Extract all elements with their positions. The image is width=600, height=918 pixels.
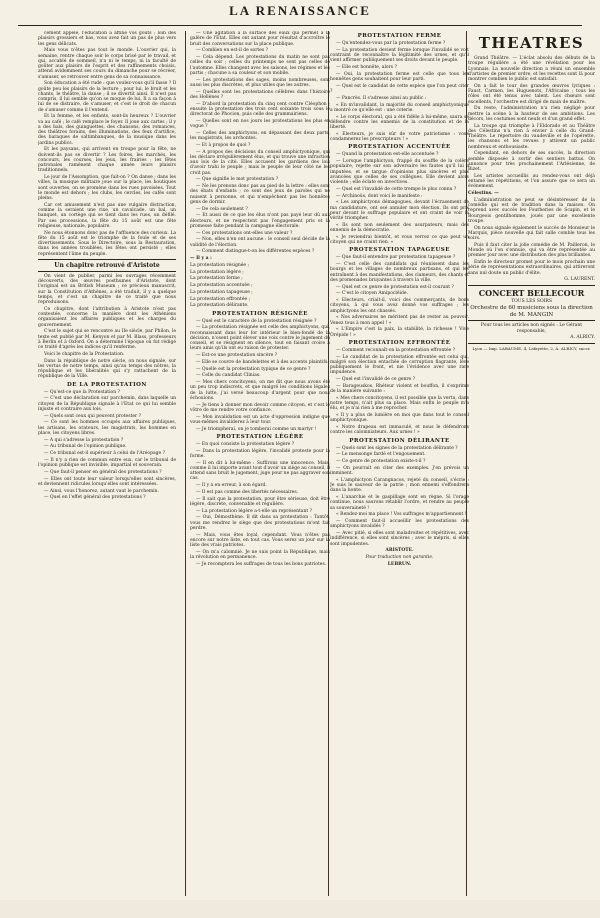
paragraph: « Les amphictyons démagogues, devant l'écrasement de ma candidature, ont osé annuler mon élection. Ils ont pris peur devant le suffrage populaire et ont craint de voir la vérité triompher.	[330, 200, 469, 221]
qa-line: — Elles ont toute leur valeur lorsqu'elles sont sincères, et deviennent ridicules lorsqu'elles sont intéressées.	[38, 476, 176, 487]
paragraph: « Nos adversaires ne méritent pas de rester au pouvoir. Venez tous à mon appel ! »	[330, 315, 469, 326]
paragraph: Cependant, en dehors de ses succès, la direction semble disposée à sortir des sentiers battus. On annonce pour très prochainement l'Arlésienne, de Bizet.	[468, 151, 595, 172]
subsection-heading: Célestins. —	[468, 191, 499, 196]
question: — En quoi consiste la protestation légère ?	[196, 441, 295, 447]
paragraph: — Ne les prenons donc pas au pied de la lettre : elles sont des ébats d'enfants ; ce sont des jeux de paroles qui ne nuisent à personne, et qui n'empêchent pas les honnêtes gens de dormir.	[190, 184, 330, 205]
paragraph: On vient de publier, parmi les ouvrages récemment découverts, des œuvres posthumes d'Aristote, dont l'original est au British Museum ; ce précieux manuscrit, sur la Constitution d'Athènes, a été traduit, il y a quelque temps, et c'est un chapitre de ce traité que nous reproduisons.	[38, 273, 176, 305]
paragraph: — On pourrait en citer des exemples. J'en prévois un imminent.	[330, 465, 469, 476]
question: — Quel est le caractère de la protestation résignée ?	[196, 318, 317, 324]
question: — Quelle est la protestation typique de ce genre ?	[196, 366, 311, 372]
theatres-title: THEATRES	[478, 34, 585, 52]
section-rule	[468, 343, 595, 344]
question: — Ces protestations ont-elles une valeur ?	[196, 230, 293, 236]
column-rule-1	[185, 31, 186, 896]
question: — Quel est le candidat de cette espèce que l'on peut citer ?	[330, 83, 469, 94]
question: — Quelles sont en nos jours les protestations les plus en vogue ?	[190, 118, 330, 129]
qa-line: — A qui s'adresse la protestation ?	[44, 437, 124, 443]
qa-line: — Ainsi, vous l'honorez, autant vaut le parchemin.	[44, 488, 159, 494]
paragraph: — Il sait que la protestation, pour être sérieuse, doit être légère, discrète, convenable et régulière.	[190, 496, 330, 507]
question: — Quels sont les signes de la protestation délirante ?	[336, 445, 458, 451]
question: — Elle est honnête, alors ?	[336, 65, 397, 70]
paragraph: C'est le sujet qui se rencontre au IIe siècle, par Philon, le texte est publié par M. Kenyon et par M. Blass, professeurs à Berlin et à Oxford. On a déterminé l'époque où fut rédigé ce traité d'après les indices qu'il renferme.	[38, 329, 176, 350]
paragraph: « Il y a plus de lumière en moi que dans tout le conseil amphictyonique.	[330, 413, 469, 424]
list-item: La protestation ferme ;	[190, 276, 243, 282]
section-rule	[38, 259, 176, 260]
question: — Combien en est-il de sortes ?	[196, 48, 269, 54]
question: — Ce genre de protestation existe-t-il ?	[336, 459, 426, 464]
question: — Que signifie le mot protestation ?	[196, 177, 279, 183]
qa-line: — Au tribunal de l'opinion publique.	[44, 444, 127, 450]
paragraph: « Ils sont non seulement des usurpateurs, mais des ennemis de la démocratie.	[330, 222, 469, 233]
printer-footer: Lyon — Imp. LABAUME, 4, Lafayette, 2, A. ALRICY, succr.	[472, 345, 591, 351]
section-headline: PROTESTATION RÉSIGNÉE	[212, 310, 308, 317]
paragraph: Grand Théâtre. — L'éclat absolu des débuts de la troupe régulière a été une révélation pour les Lyonnais. La nouvelle direction a réuni un ensemble d'artistes de premier ordre, et les recettes sont là pour montrer combien le public est satisfait.	[468, 56, 595, 82]
paragraph: — Je recomptera les suffrages de tous les bons patriotes.	[196, 561, 327, 567]
paragraph: « Notre drapeau est immaculé, et nous le défendrons contre les calomniateurs. Aux urnes ! »	[330, 425, 469, 436]
paragraph: — Lorsque l'amphictyon, frappé du souffle de la colère populaire, rejette sur son adversaire les fautes qu'il lui a imputées, et se targue d'opinions plus sincères et plus avancées que celles de ses collègues. Elle devient alors violente ; elle éclate en invectives.	[330, 159, 469, 185]
paragraph: — Il y a en erreur, à son égard.	[196, 483, 267, 488]
paragraph: Son éducation a été rude : que voulez-vous qu'il fasse ? Il goûte peu les plaisirs de la lecture ; pour lui, le bruit et les chants, le théâtre, la danse ; il se divertit ainsi. Il n'est pas compris, il lui semble qu'on se moque de lui. Il a sa façon à lui de se distraire, de s'amuser, et c'est le droit de chacun de s'amuser comme il l'entend.	[38, 81, 176, 113]
paragraph: — Je triompherai, on je tomberai comme un martyr !	[196, 426, 317, 432]
concert-title: CONCERT BELLECOUR	[478, 287, 585, 298]
paragraph: Le jour de l'Assomption, que fait-on ? On danse ; dans les villes, la musique militaire joue sur la place, les boutiques sont ouvertes, on se promène dans les rues pavoisées. Tout le monde est dehors ; les clubs, les cercles, les cafés sont pleins.	[38, 175, 176, 201]
question: — Est-ce une protestation sincère ?	[196, 353, 278, 358]
paragraph: La troupe qui triomphe à l'Eldorado et au Théâtre des Célestins n'a rien à envier à celle du Grand-Théâtre. Le répertoire du vaudeville et de l'opérette, les chansons et les revues y attirent un public nombreux et enthousiaste.	[468, 123, 595, 150]
question: — Quel est l'invalidé de cette trempe le plus connu ?	[336, 186, 457, 192]
list-item: La protestation effrontée ;	[190, 296, 251, 302]
paragraph: — On m'a calomnié. Je ne suis point la République, mais la révolution en permanence.	[190, 549, 330, 560]
gerant-line: Pour tous les articles non signés : Le Gérant responsable,	[480, 323, 583, 334]
paragraph: On a fait le tour des grandes œuvres lyriques : Faust, Carmen, les Huguenots, l'Africaine ; tous les rôles ont été tenus avec talent. Les chœurs sont excellents, l'orchestre est dirigé de main de maître.	[468, 83, 595, 105]
qa-line: — Quels sont ceux qui peuvent protester ?	[44, 413, 141, 419]
list-item: La protestation résignée ;	[190, 262, 250, 268]
paragraph: « En m'invalidant, la majorité du conseil amphictyonique a montré ce qu'elle est : une coterie.	[330, 102, 469, 113]
section-rule	[38, 271, 176, 272]
paragraph: « Je reviendrai bientôt, et vous verrez ce que peut un citoyen qui ne craint rien. »	[330, 234, 469, 245]
paragraph: — Mes chers concitoyens, on me dit que nous avons été un peu trop indiscrets, et que malgré les conditions légales de la lutte, j'ai versé beaucoup d'argent pour que nous échouions.	[190, 380, 330, 401]
section-rule	[468, 285, 595, 286]
question: — Comment distingue-t-on les différentes espèces ?	[196, 249, 315, 255]
paragraph: « Le corps électoral, qui a été fidèle à lui-même, saura se défendre contre les ennemis de la constitution et de la liberté.	[330, 114, 469, 130]
paragraph: — Non, elles n'en ont aucune : le conseil seul décide de la validité de l'élection.	[190, 237, 330, 248]
paragraph: — A propos des décisions du conseil amphictyonique, qui les déclare irrégulièrement élus, et qui trouve une infraction aux lois de la cité. Elles accusent les gardiens des lois d'avoir trahi le peuple ; mais le peuple de leur côté ne les croit pas.	[190, 149, 330, 176]
section-headline: PROTESTATION DÉLIRANTE	[349, 437, 450, 444]
paragraph: — Les protestations des sages, moins nombreuses, sont aussi les plus discrètes, et plus utiles que les autres.	[190, 77, 330, 88]
section-headline: PROTESTATION LÉGÈRE	[216, 433, 304, 440]
question: — Quel est ce genre de protestation est-il courant ?	[336, 284, 454, 290]
question: — Comment reconnaît-on la protestation effrontée ?	[336, 347, 456, 353]
paragraph: — Elle se couvre de bandelettes et à des accents plaintifs.	[196, 359, 329, 365]
paragraph: — Oui, Démosthène. Il dit dans sa protestation : Tantôt, vous me rendrez le siège que des protestations m'ont fait perdre.	[190, 515, 330, 531]
qa-line: — Quel en l'effet général des protestations ?	[44, 495, 146, 501]
concert-subtitle: TOUS LES SOIRS	[511, 298, 552, 304]
paragraph: — Dans la protestation légère, l'invalidé proteste pour la forme.	[190, 448, 330, 459]
qa-line: — C'est une déclaration sur parchemin, dans laquelle un citoyen de la République signale à l'Etat ce qui lui semble injuste et contraire aux lois.	[38, 396, 176, 412]
paragraph: — Celles des amphictyons, en dépassant des deux parts, les magistrats, les archontes.	[190, 130, 330, 141]
section-headline: PROTESTATION ACCENTUÉE	[348, 144, 451, 151]
section-rule	[468, 320, 595, 321]
qa-line: — Il n'y a rien de commun entre eux, car le tribunal de l'opinion publique est invisible, impartial et souverain.	[38, 457, 176, 468]
qa-line: — Ce sont les hommes occupés aux affaires publiques, les artisans, les orateurs, les magistrats, les hommes en place, les citoyens libres.	[38, 420, 176, 436]
paragraph: — Il en dit à lui-même : Suffirons une innocence. Mais, comme il lui importe avant tout d'avoir un siège au conseil, il attend sans bruit le jugement, juge pour ne pas aggraver son cas.	[190, 460, 330, 482]
masthead	[18, 4, 582, 26]
article-headline: Un chapitre retrouvé d'Aristote	[54, 261, 160, 269]
section-headline: PROTESTATION FERME	[357, 33, 442, 39]
column-4	[468, 31, 595, 896]
column-1	[38, 31, 176, 896]
paragraph: Mais vous n'êtes pas tout le monde. L'ouvrier qui, la semaine, rentre chaque soir le corps brisé par le travail, et qui, accablé de sommeil, n'a ni le temps, ni la faculté de goûter aux plaisirs de l'esprit et des raffinements choisis, attend avidemment ses cours du dimanche pour se récréer, s'amuser, se retrouver entre gens de sa connaissance.	[38, 48, 176, 80]
paragraph: « L'Empire c'est la paix, la stabilité, la richesse ! Vive Orépide ! »	[330, 327, 469, 338]
signature: G. LAURENT.	[564, 277, 595, 283]
question: — Quand la protestation est-elle accentuée ?	[336, 152, 439, 158]
paragraph: — C'est le citoyen Amipocléide.	[336, 291, 408, 297]
paragraph: « L'amphictyon Carangnacos, rejeté du conseil, s'écrie : Je suis le sauveur de la patrie ; mon ennemi s'effondrera dans la honte.	[330, 477, 469, 494]
question: — La protestation légère a-t-elle un représentant ?	[196, 508, 313, 514]
paragraph: Et la femme, et les enfants, sont-ils heureux ? L'ouvrier va au café ; le café remplace le foyer. Il joue aux cartes ; il y a des bals, des guinguettes, des chansons, des romances, des théâtres forains, des illuminations, des feux d'artifice, des baraques de saltimbanques, de la musique dans les jardins publics.	[38, 114, 176, 146]
paragraph: — Une agitation à la surface des eaux qui permet à la galère de l'Etat. Elles ont autant pour résultat d'accroître le bruit des conversations sur la place publique.	[190, 31, 330, 47]
paragraph: « Electeurs, je suis sûr de votre patriotisme : vous condamnerez les prescripteurs ! »	[330, 131, 469, 142]
paragraph: — Oui, la protestation ferme est celle que tous les honnêtes gens souhaitent pour leur parti.	[330, 71, 469, 82]
paragraph: — Mon invalidation est un acte d'oppression indigne que vous-mêmes invaliderez à leur tour.	[190, 414, 330, 425]
paragraph: — Cela dépend. Les protestations du matin ne sont pas celles du soir ; celles du printemps ne sont pas celles de l'automne. Elles changent avec les saisons, les régimes et les partis ; chacune a sa couleur et son mobile.	[190, 55, 330, 76]
paragraph: « Rendez-moi ma place ! Vos suffrages m'appartiennent !	[336, 512, 467, 518]
question: — Qu'entendez-vous par la protestation ferme ?	[336, 41, 446, 46]
paragraph: — Le candidat de la protestation effrontée est celui qui, malgré son élection entachée de corruption flagrante, lève publiquement le front, et nie l'évidence avec une rare impudence.	[330, 354, 469, 376]
paragraph: — D'abord la protestation du cinq cent contre Cléophon ; ensuite la protestation des trois cent soixante trois sous le directorat de Phocion, puis celle des grammairiens.	[190, 101, 330, 117]
paragraph: — C'est celle des candidats qui réunissent dans les bourgs et les villages de nombreux partisans, et qui les entraînent à des manifestations, des clameurs, des chants et des promenades bruyantes à travers la ville.	[330, 262, 469, 283]
signature: LEBRUN.	[387, 561, 412, 567]
paragraph: — Barageuskos. Rhéteur violent et bouffon, il s'exprime de la manière suivante :	[330, 383, 469, 394]
paragraph: cement appelé, l'éducation a affiné vos goûts ; loin des plaisirs grossiers et bas, vous avez fait un pas de plus vers les gens délicats.	[38, 31, 176, 47]
column-3	[330, 31, 469, 896]
paragraph: — Pancrès. Il s'adresse ainsi au public :	[336, 95, 427, 101]
question: — Quel est l'invalidé de ce genre ?	[336, 377, 416, 382]
paragraph: Ne nous étonnons donc pas de l'affluence des curieux. La fête du 15 août est le triomphe de la foule et de ses divertissements. Sous le Directoire, sous la Restauration, dans les années troublées, les fêtes ont persisté ; elles représentent l'âme du peuple.	[38, 230, 176, 257]
protestation-types-list	[190, 263, 330, 309]
list-intro: — Il y a :	[190, 256, 212, 261]
paragraph: — La protestation résignée est celle des amphictyons, qui, reconnaissant dans leur for intérieur le bien-fondé de la décision, n'osent point élever une voix contre le jugement du conseil, et se résignent en silence, tout en faisant croire à leurs amis qu'ils ont eu raison de protester.	[190, 325, 330, 352]
qa-line: — Qu'est-ce que la Protestation ?	[44, 389, 120, 395]
question: — Quelles sont les protestations célèbres dans l'histoire des Hellènes ?	[190, 89, 330, 100]
concert-description: Orchestre de 60 musiciens sous la direction de M. MANGIN	[470, 305, 593, 318]
paragraph: Et les paysans, qui arrivent en troupe pour la fête, ne doivent-ils pas se divertir ? Les foires, les marchés, les concours, les courses, les jeux, les frairies ; les fêtes patronales ramènent chaque année leurs plaisirs traditionnels.	[38, 147, 176, 174]
question: — Que faut-il entendre par protestation tapageuse ?	[336, 255, 456, 261]
list-item: La protestation légère ;	[190, 269, 244, 275]
paragraph: — Avec pitié, si elles sont maladroites et répétitives, avec indifférence, si elles sont sincères ; avec le mépris, si elles sont impudentes.	[330, 531, 469, 547]
paragraph: — La protestation devient ferme lorsque l'invalidé se voit contraint de reconnaître la légitimité des urnes, et qu'il vient affirmer publiquement ses droits devant le peuple.	[330, 47, 469, 64]
question: — De cela seulement ?	[196, 206, 248, 212]
qa-line: — Que faut-il penser en général des protestations ?	[44, 469, 162, 475]
section-headline: DE LA PROTESTATION	[67, 381, 147, 388]
paragraph: — Je tiens à donner mon devoir comme citoyen, et c'est le vôtre de me rendre votre confiance.	[190, 402, 330, 413]
qa-line: — Ce tribunal est-il supérieur à celui de l'Aréopage ?	[44, 451, 166, 456]
masthead-rule	[18, 25, 582, 26]
list-item: La protestation tapageuse ;	[190, 289, 253, 295]
question: — Et à propos de quoi ?	[196, 142, 251, 148]
signature-note: Pour traduction non garantie.	[365, 555, 434, 560]
paragraph: « L'anarchie et le gaspillage sont en règne. Si l'orage continue, nous saurons rétablir l'ordre, et rendre au peuple sa souveraineté !	[330, 495, 469, 511]
paragraph: Voici le chapitre de la Protestation.	[44, 351, 125, 357]
paragraph: — Mais, vous êtes loyal, cependant. Vous n'êtes pas encore sur notre liste, en tout cas. Vous serez un jour sur la liste des vrais patriotes.	[190, 532, 330, 548]
paragraph: Ce chapitre, dont l'attribution à Aristote n'est pas contestée, concerne la manière dont les Athéniens organisaient les affaires publiques et les charges du gouvernement.	[38, 306, 176, 328]
section-headline: PROTESTATION TAPAGEUSE	[349, 247, 450, 254]
column-2	[190, 31, 330, 896]
paragraph: — Archinoüs, dont voici le manifeste :	[336, 193, 423, 199]
question: — Comment faut-il accueillir les protestations des amphictyons invalidés ?	[330, 519, 469, 530]
paragraph: — Il est pas comme des libertés nécessaires.	[196, 489, 299, 495]
list-item: La protestation délirante.	[190, 303, 249, 309]
paragraph: « Electeurs, criait-il, voici des commerçants, de bons citoyens, à qui vous avez donné vos suffrages ; les amphictyons les ont chassés.	[330, 298, 469, 314]
paragraph: Du reste, l'administration n'a rien négligé pour mettre la scène à la hauteur de ses ambitions. Les décors, les costumes sont neufs et d'un grand effet.	[468, 106, 595, 122]
masthead-title: LA RENAISSANCE	[229, 3, 371, 18]
gerant-name: A. ALRICY.	[570, 335, 595, 341]
paragraph: Car cet amusement n'est pas une vulgaire distraction, comme la seraient une rixe, un cavalcade, un bal, un banquet, un cortège qui se tient dans les rues, un défilé. Par ses processions, la fête du 15 août est une fête religieuse, nationale, populaire.	[38, 202, 176, 229]
paragraph: « Mes chers concitoyens, il est possible que la vertu, dans notre temps, n'ait plus sa place. Mais enfin le peuple m'a élu, et je n'ai rien à me reprocher.	[330, 395, 469, 412]
paragraph: — Et aussi de ce que les élus n'ont pas payé leur dû aux électeurs, et ne respectent pas l'engagement pris et la promesse faite pendant la campagne électorale.	[190, 213, 330, 229]
paragraph: Puis il faut citer la jolie comédie de M. Pailleron, le Monde où l'on s'ennuie, qui va être représentée au premier jour avec une distribution des plus brillantes.	[468, 242, 595, 259]
paragraph: Enfin le directeur promet pour le mois prochain une série de représentations extraordinaires, qui attireront sans nul doute un public d'élite.	[468, 260, 595, 276]
paragraph: Dans la république de notre siècle, on nous signale, sur les vertus de notre temps, ainsi qu'au temps des nôtres, la république et les libéralités qui s'y rattachent de la république de la Ville.	[38, 358, 176, 380]
paragraph: L'administration ne peut se désintéresser de la comédie qui est de tradition dans la maison. On reprend avec succès les Fourberies de Scapin, et le Bourgeois gentilhomme, joués par une excellente troupe.	[468, 197, 595, 224]
paragraph: On nous signale également le succès de Monsieur le Marquis, pièce nouvelle qui fait salle comble tous les soirs.	[468, 225, 595, 241]
section-headline: PROTESTATION EFFRONTÉE	[348, 339, 451, 346]
paragraph: — Celle du candidat Clinias.	[196, 373, 261, 379]
paragraph: — Le mensonge fardé et l'engouement.	[336, 452, 426, 458]
signature: ARISTOTE.	[385, 548, 414, 554]
bottom-margin	[0, 900, 600, 918]
paragraph: Les artistes accueillis au rendez-vous ont déjà entamé les répétitions, et l'on assure que ce sera un événement.	[468, 173, 595, 190]
list-item: La protestation accentuée ;	[190, 283, 253, 288]
